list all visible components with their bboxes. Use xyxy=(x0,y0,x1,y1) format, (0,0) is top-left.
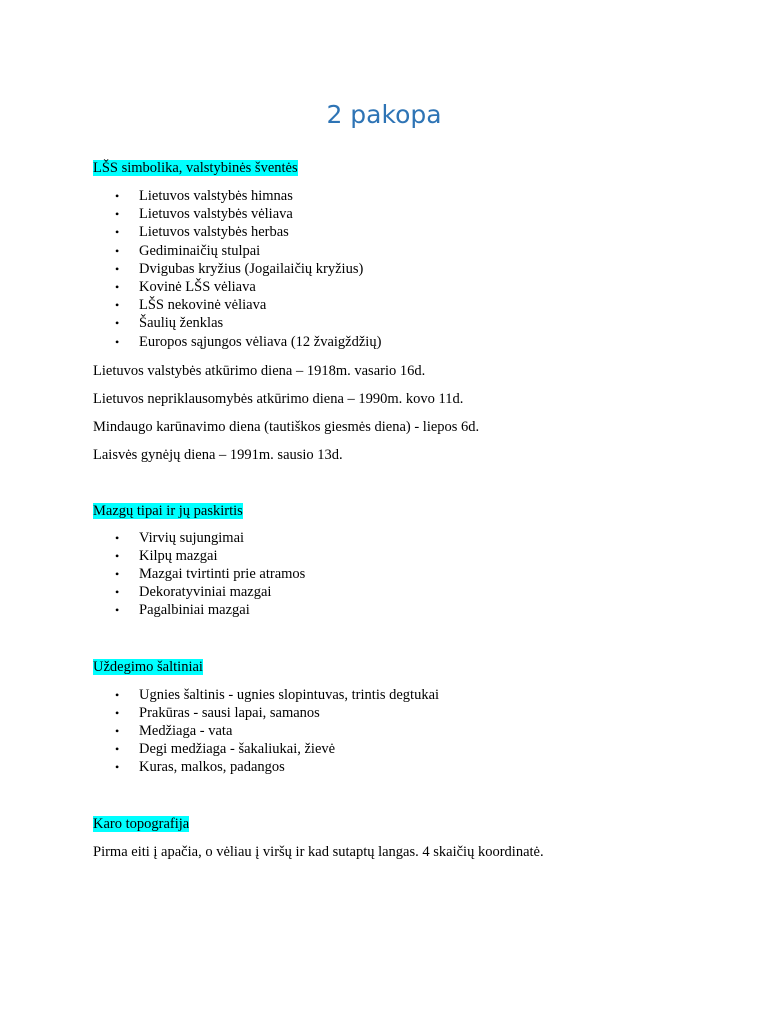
list-item: • Šaulių ženklas xyxy=(115,315,224,332)
highlighted-heading-text: LŠS simbolika, valstybinės šventės xyxy=(93,160,298,176)
highlighted-heading-text: Karo topografija xyxy=(93,815,190,832)
list-item: • Ugnies šaltinis - ugnies slopintuvas, trintis degtukai xyxy=(115,686,440,703)
list-item: • Mazgai tvirtinti prie atramos xyxy=(115,566,306,583)
page-title: 2 pakopa xyxy=(326,100,442,129)
list-item: • LŠS nekovinė vėliava xyxy=(115,297,267,314)
list-item: • Kuras, malkos, padangos xyxy=(115,759,285,776)
ignition-list xyxy=(93,686,693,777)
list-item: • Lietuvos valstybės herbas xyxy=(115,224,289,241)
section-heading-knots xyxy=(93,502,693,520)
holiday-paragraph: Lietuvos valstybės atkūrimo diena – 1918m. vasario 16d. xyxy=(93,362,426,379)
list-item: • Dekoratyviniai mazgai xyxy=(115,584,272,601)
bullet-icon: • xyxy=(115,567,120,582)
bullet-icon: • xyxy=(115,548,120,563)
knots-list xyxy=(93,529,693,620)
bullet-icon: • xyxy=(115,530,120,545)
bullet-icon: • xyxy=(115,705,120,720)
list-item: • Virvių sujungimai xyxy=(115,529,245,546)
bullet-icon: • xyxy=(115,742,120,757)
topography-paragraph: Pirma eiti į apačia, o vėliau į viršų ir kad sutaptų langas. 4 skaičių koordinatė. xyxy=(93,843,544,860)
bullet-icon: • xyxy=(115,603,120,618)
bullet-icon: • xyxy=(115,225,120,240)
holiday-paragraph: Laisvės gynėjų diena – 1991m. sausio 13d. xyxy=(93,446,343,463)
highlighted-heading-text: Mazgų tipai ir jų paskirtis xyxy=(93,502,243,519)
bullet-icon: • xyxy=(115,724,120,738)
bullet-icon: • xyxy=(115,760,120,775)
list-item: • Kovinė LŠS vėliava xyxy=(115,278,256,295)
section-heading-symbols xyxy=(93,159,693,177)
list-item: • Gediminaičių stulpai xyxy=(115,242,261,259)
bullet-icon: • xyxy=(115,316,120,331)
list-item: • Prakūras - sausi lapai, samanos xyxy=(115,704,320,721)
list-item: • Degi medžiaga - šakaliukai, žievė xyxy=(115,741,336,758)
list-item: • Dvigubas kryžius (Jogailaičių kryžius) xyxy=(115,260,364,277)
bullet-icon: • xyxy=(115,261,120,276)
list-item: • Medžiaga - vata xyxy=(115,723,233,739)
bullet-icon: • xyxy=(115,189,120,203)
bullet-icon: • xyxy=(115,207,120,222)
document-body xyxy=(93,159,693,861)
bullet-icon: • xyxy=(115,687,120,702)
section-heading-topography xyxy=(93,815,693,833)
highlighted-heading-text: Uždegimo šaltiniai xyxy=(93,658,203,675)
section-heading-ignition xyxy=(93,658,693,676)
bullet-icon: • xyxy=(115,279,120,294)
list-item: • Lietuvos valstybės himnas xyxy=(115,188,293,204)
bullet-icon: • xyxy=(115,243,120,258)
holiday-paragraph: Lietuvos nepriklausomybės atkūrimo diena – 1990m. kovo 11d. xyxy=(93,390,464,407)
bullet-icon: • xyxy=(115,334,120,349)
list-item: • Kilpų mazgai xyxy=(115,547,218,564)
holiday-paragraph: Mindaugo karūnavimo diena (tautiškos giesmės diena) - liepos 6d. xyxy=(93,418,480,435)
bullet-icon: • xyxy=(115,585,120,600)
list-item: • Europos sąjungos vėliava (12 žvaigždžių) xyxy=(115,333,382,350)
list-item: • Pagalbiniai mazgai xyxy=(115,602,250,619)
bullet-icon: • xyxy=(115,298,120,313)
list-item: • Lietuvos valstybės vėliava xyxy=(115,206,293,223)
symbols-list xyxy=(93,187,693,351)
